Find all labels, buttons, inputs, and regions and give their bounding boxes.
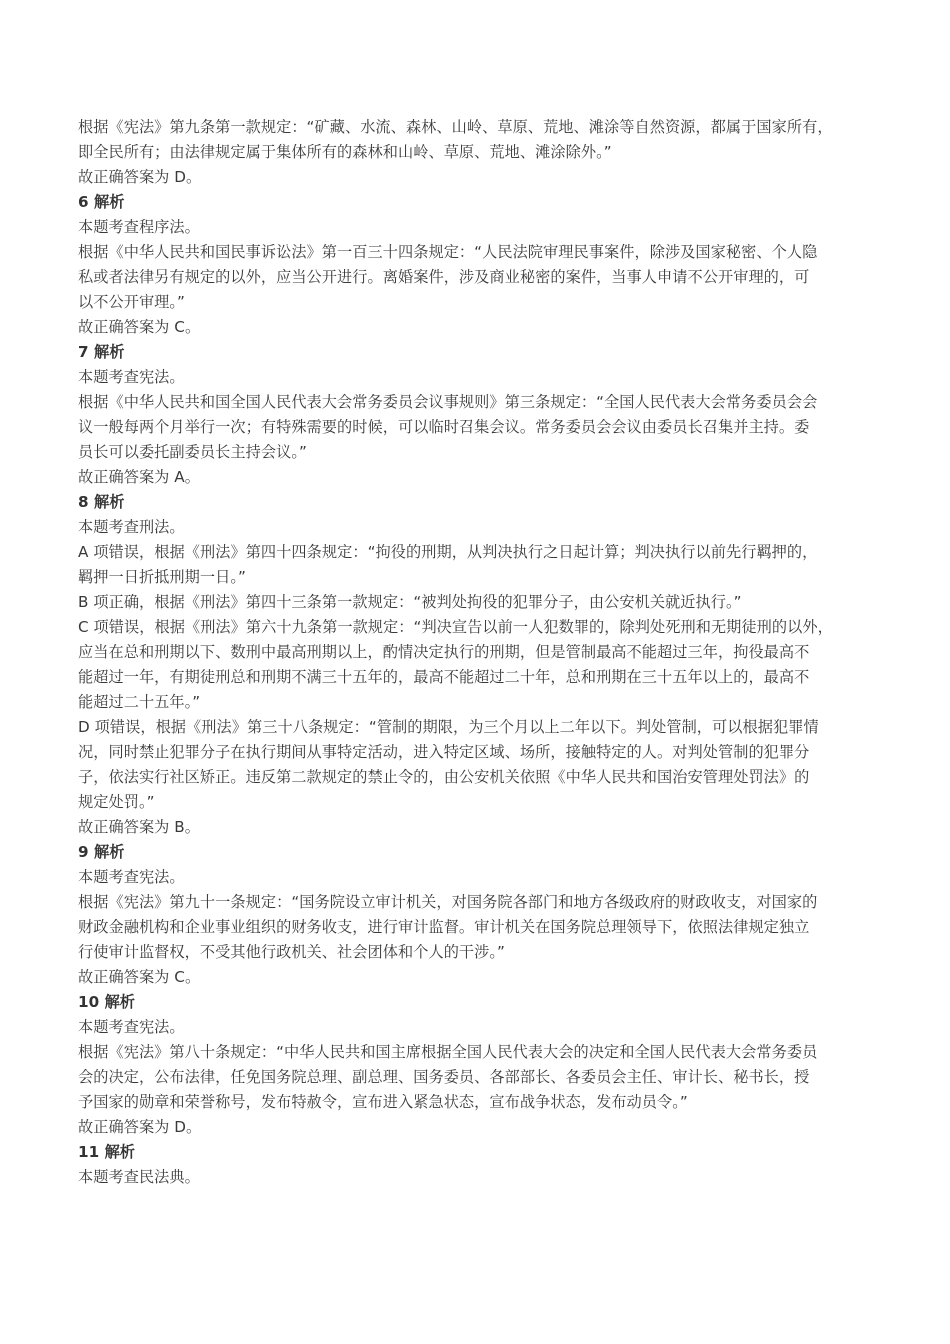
topic-line: 本题考查刑法。 xyxy=(78,518,185,536)
topic-line: 本题考查程序法。 xyxy=(78,218,200,236)
paragraph-line: 根据《宪法》第九十一条规定：“国务院设立审计机关，对国务院各部门和地方各级政府的财政收支，对国家的 xyxy=(78,893,818,911)
paragraph-line: 根据《宪法》第八十条规定：“中华人民共和国主席根据全国人民代表大会的决定和全国人民代表大会常务委员 xyxy=(78,1043,818,1061)
paragraph-line: 根据《宪法》第九条第一款规定：“矿藏、水流、森林、山岭、草原、荒地、滩涂等自然资源，都属于国家所有， xyxy=(78,118,833,136)
topic-line: 本题考查民法典。 xyxy=(78,1168,200,1186)
answer-line: 故正确答案为 C。 xyxy=(78,968,201,986)
paragraph-line: 以不公开审理。” xyxy=(78,293,185,311)
section-heading: 8 解析 xyxy=(78,493,125,511)
section-8 xyxy=(78,490,882,840)
section-heading: 10 解析 xyxy=(78,993,136,1011)
paragraph-line: 况，同时禁止犯罪分子在执行期间从事特定活动，进入特定区域、场所，接触特定的人。对判处管制的犯罪分 xyxy=(78,743,810,761)
section-11 xyxy=(78,1140,882,1190)
paragraph-line: 羁押一日折抵刑期一日。” xyxy=(78,568,246,586)
paragraph-line: 私或者法律另有规定的以外，应当公开进行。离婚案件，涉及商业秘密的案件，当事人申请不公开审理的，可 xyxy=(78,268,810,286)
intro-block xyxy=(78,115,882,190)
answer-line: 故正确答案为 A。 xyxy=(78,468,200,486)
section-6 xyxy=(78,190,882,340)
paragraph-line: C 项错误，根据《刑法》第六十九条第一款规定：“判决宣告以前一人犯数罪的，除判处死刑和无期徒刑的以外， xyxy=(78,618,833,636)
paragraph-line: 根据《中华人民共和国全国人民代表大会常务委员会议事规则》第三条规定：“全国人民代表大会常务委员会会 xyxy=(78,393,818,411)
paragraph-line: 能超过二十五年。” xyxy=(78,693,201,711)
paragraph-line: D 项错误，根据《刑法》第三十八条规定：“管制的期限，为三个月以上二年以下。判处管制，可以根据犯罪情 xyxy=(78,718,819,736)
paragraph-line: 财政金融机构和企业事业组织的财务收支，进行审计监督。审计机关在国务院总理领导下，依照法律规定独立 xyxy=(78,918,810,936)
paragraph-line: 议一般每两个月举行一次；有特殊需要的时候，可以临时召集会议。常务委员会会议由委员长召集并主持。委 xyxy=(78,418,810,436)
paragraph-line: B 项正确，根据《刑法》第四十三条第一款规定：“被判处拘役的犯罪分子，由公安机关就近执行。” xyxy=(78,593,742,611)
paragraph-line: 行使审计监督权，不受其他行政机关、社会团体和个人的干涉。” xyxy=(78,943,505,961)
section-heading: 9 解析 xyxy=(78,843,125,861)
paragraph-line: 规定处罚。” xyxy=(78,793,155,811)
section-10 xyxy=(78,990,882,1140)
answer-line: 故正确答案为 D。 xyxy=(78,1118,202,1136)
topic-line: 本题考查宪法。 xyxy=(78,368,185,386)
section-heading: 11 解析 xyxy=(78,1143,136,1161)
paragraph-line: A 项错误，根据《刑法》第四十四条规定：“拘役的刑期，从判决执行之日起计算；判决执行以前先行羁押的， xyxy=(78,543,818,561)
section-heading: 6 解析 xyxy=(78,193,125,211)
answer-line: 故正确答案为 B。 xyxy=(78,818,201,836)
section-7 xyxy=(78,340,882,490)
paragraph-line: 根据《中华人民共和国民事诉讼法》第一百三十四条规定：“人民法院审理民事案件，除涉及国家秘密、个人隐 xyxy=(78,243,818,261)
answer-line: 故正确答案为 D。 xyxy=(78,168,202,186)
topic-line: 本题考查宪法。 xyxy=(78,1018,185,1036)
paragraph-line: 即全民所有；由法律规定属于集体所有的森林和山岭、草原、荒地、滩涂除外。” xyxy=(78,143,612,161)
paragraph-line: 予国家的勋章和荣誉称号，发布特赦令，宣布进入紧急状态，宣布战争状态，发布动员令。” xyxy=(78,1093,688,1111)
section-9 xyxy=(78,840,882,990)
paragraph-line: 应当在总和刑期以下、数刑中最高刑期以上，酌情决定执行的刑期，但是管制最高不能超过三年，拘役最高不 xyxy=(78,643,810,661)
paragraph-line: 能超过一年，有期徒刑总和刑期不满三十五年的，最高不能超过二十年，总和刑期在三十五年以上的，最高不 xyxy=(78,668,810,686)
section-heading: 7 解析 xyxy=(78,343,125,361)
paragraph-line: 子，依法实行社区矫正。违反第二款规定的禁止令的，由公安机关依照《中华人民共和国治安管理处罚法》的 xyxy=(78,768,810,786)
paragraph-line: 员长可以委托副委员长主持会议。” xyxy=(78,443,307,461)
paragraph-line: 会的决定，公布法律，任免国务院总理、副总理、国务委员、各部部长、各委员会主任、审计长、秘书长，授 xyxy=(78,1068,810,1086)
document-body xyxy=(78,115,882,1190)
answer-line: 故正确答案为 C。 xyxy=(78,318,201,336)
topic-line: 本题考查宪法。 xyxy=(78,868,185,886)
